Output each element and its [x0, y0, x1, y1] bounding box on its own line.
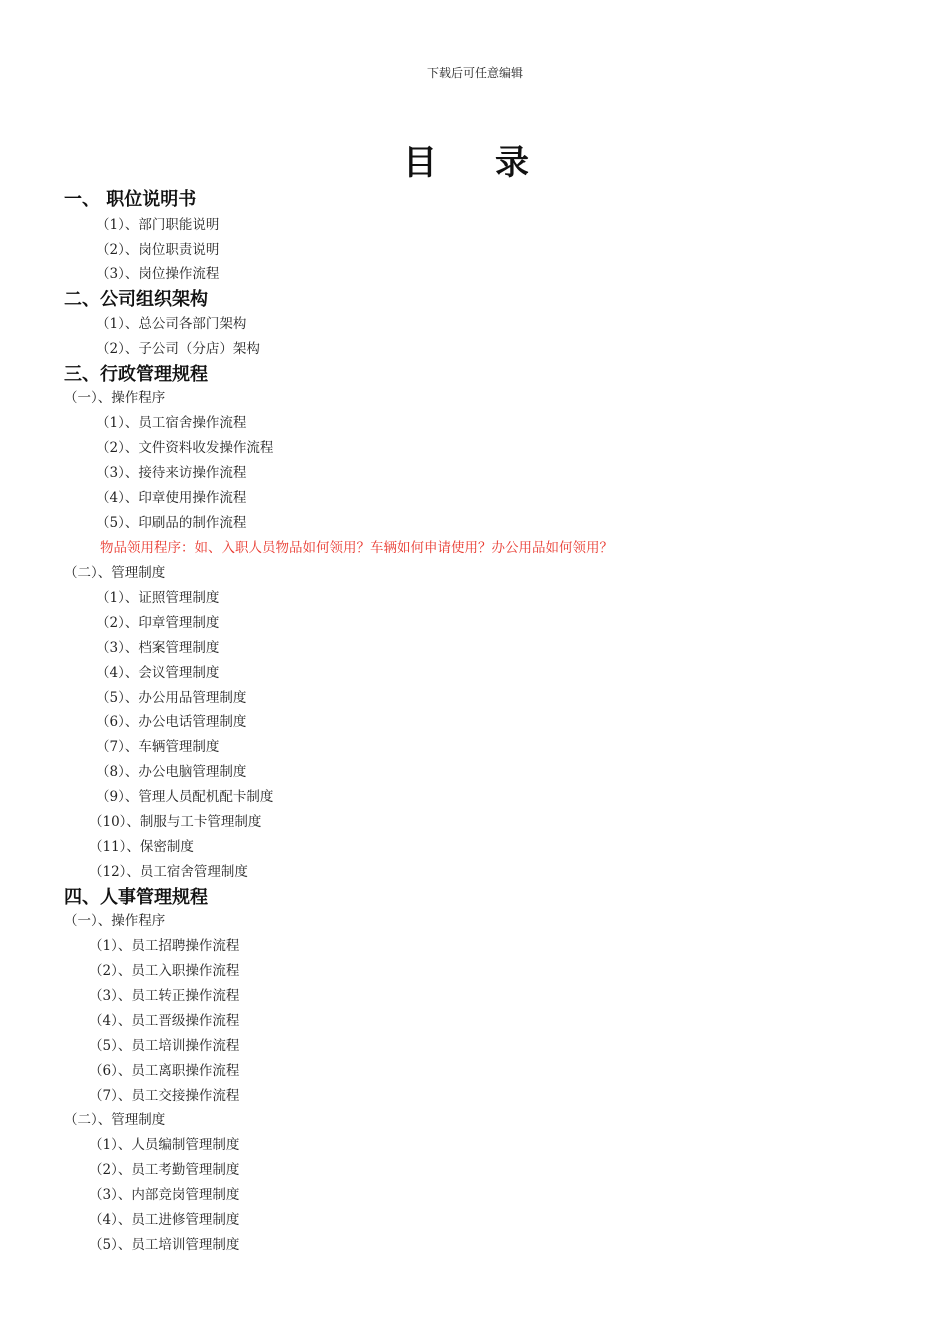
red-note: 物品领用程序：如、入职人员物品如何领用？车辆如何申请使用？办公用品如何领用？ — [100, 540, 613, 556]
toc-item: （1）、部门职能说明 — [96, 217, 220, 233]
toc-item: （1）、员工宿舍操作流程 — [96, 415, 247, 431]
toc-item: （2）、员工考勤管理制度 — [89, 1162, 240, 1178]
toc-item: （3）、员工转正操作流程 — [89, 988, 240, 1004]
toc-item: （1）、总公司各部门架构 — [96, 316, 247, 332]
subsection-heading: （一）、操作程序 — [64, 390, 166, 406]
toc-item: （5）、办公用品管理制度 — [96, 690, 247, 706]
subsection-heading: （一）、操作程序 — [64, 913, 166, 929]
toc-item: （8）、办公电脑管理制度 — [96, 764, 247, 780]
toc-item: （1）、证照管理制度 — [96, 590, 220, 606]
toc-item: （5）、员工培训管理制度 — [89, 1237, 240, 1253]
subsection-heading: （二）、管理制度 — [64, 565, 166, 581]
toc-item: （3）、档案管理制度 — [96, 640, 220, 656]
toc-item: （2）、印章管理制度 — [96, 615, 220, 631]
toc-item: （12）、员工宿舍管理制度 — [89, 864, 248, 880]
toc-item: （5）、印刷品的制作流程 — [96, 515, 247, 531]
toc-item: （4）、印章使用操作流程 — [96, 490, 247, 506]
toc-item: （2）、员工入职操作流程 — [89, 963, 240, 979]
title-char-2: 录 — [495, 143, 529, 183]
subsection-heading: （二）、管理制度 — [64, 1112, 166, 1128]
toc-item: （6）、办公电话管理制度 — [96, 714, 247, 730]
toc-item: （7）、车辆管理制度 — [96, 739, 220, 755]
toc-item: （7）、员工交接操作流程 — [89, 1088, 240, 1104]
toc-item: （5）、员工培训操作流程 — [89, 1038, 240, 1054]
page-header: 下载后可任意编辑 — [426, 66, 523, 80]
section-heading: 一、 职位说明书 — [64, 189, 197, 210]
toc-item: （3）、内部竞岗管理制度 — [89, 1187, 240, 1203]
section-heading: 二、公司组织架构 — [64, 289, 208, 310]
toc-item: （2）、岗位职责说明 — [96, 242, 220, 258]
toc-item: （1）、员工招聘操作流程 — [89, 938, 240, 954]
toc-item: （2）、子公司（分店）架构 — [96, 341, 260, 357]
page-title — [403, 140, 529, 186]
toc-item: （3）、岗位操作流程 — [96, 266, 220, 282]
toc-item: （2）、文件资料收发操作流程 — [96, 440, 274, 456]
toc-item: （9）、管理人员配机配卡制度 — [96, 789, 274, 805]
toc-item: （11）、保密制度 — [89, 839, 194, 855]
toc-item: （4）、员工晋级操作流程 — [89, 1013, 240, 1029]
toc-item: （10）、制服与工卡管理制度 — [89, 814, 262, 830]
toc-item: （1）、人员编制管理制度 — [89, 1137, 240, 1153]
section-heading: 三、行政管理规程 — [64, 364, 208, 385]
toc-item: （4）、员工进修管理制度 — [89, 1212, 240, 1228]
title-char-1: 目 — [403, 143, 437, 183]
toc-item: （6）、员工离职操作流程 — [89, 1063, 240, 1079]
toc-item: （3）、接待来访操作流程 — [96, 465, 247, 481]
section-heading: 四、人事管理规程 — [64, 887, 208, 908]
toc-item: （4）、会议管理制度 — [96, 665, 220, 681]
